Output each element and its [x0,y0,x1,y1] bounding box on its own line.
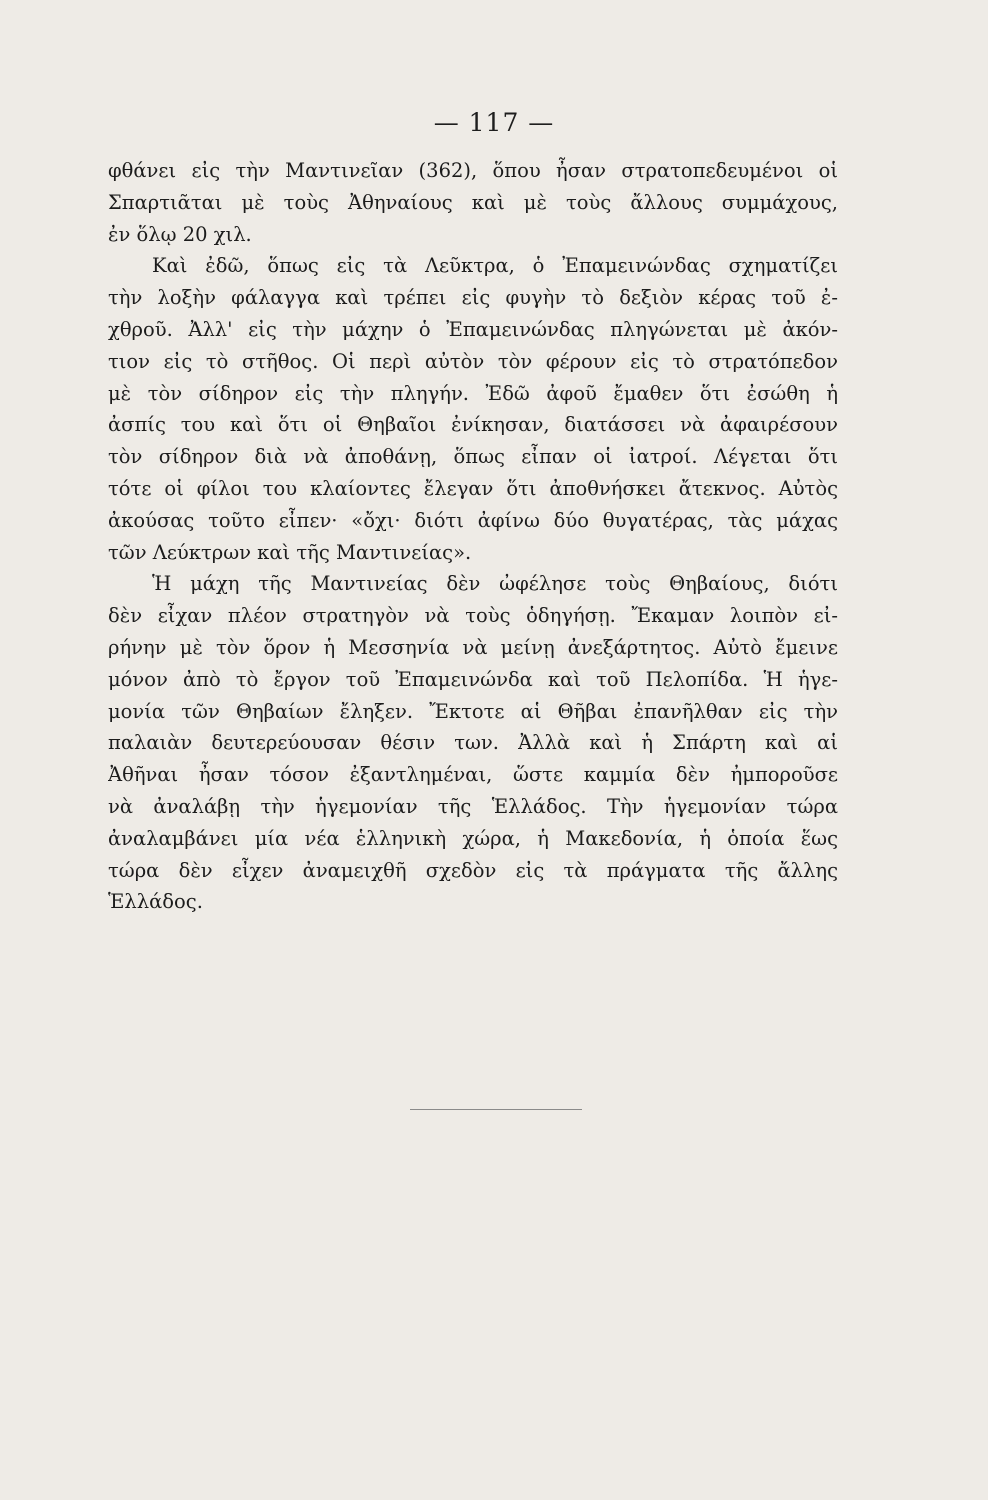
text-line: δὲν εἶχαν πλέον στρατηγὸν νὰ τοὺς ὁδηγήσῃ. Ἔκαμαν λοιπὸν εἰ- [108,604,838,628]
text-line: Καὶ ἐδῶ, ὅπως εἰς τὰ Λεῦκτρα, ὁ Ἐπαμεινώνδας σχηματίζει [152,254,838,278]
section-divider [410,1109,582,1110]
text-line: μονία τῶν Θηβαίων ἔληξεν. Ἔκτοτε αἱ Θῆβαι ἐπανῆλθαν εἰς τὴν [108,699,838,723]
page-number: — 117 — [433,108,555,137]
text-line: Ἑλλάδος. [108,890,203,914]
text-line: τότε οἱ φίλοι του κλαίοντες ἔλεγαν ὅτι ἀποθνήσκει ἄτεκνος. Αὐτὸς [108,476,838,500]
text-line: Ἀθῆναι ἦσαν τόσον ἐξαντλημέναι, ὥστε καμμία δὲν ἠμποροῦσε [108,763,838,787]
text-line: τὴν λοξὴν φάλαγγα καὶ τρέπει εἰς φυγὴν τὸ δεξιὸν κέρας τοῦ ἐ- [108,286,838,310]
text-line: ἀναλαμβάνει μία νέα ἑλληνικὴ χώρα, ἡ Μακεδονία, ἡ ὁποία ἕως [108,826,838,850]
body-text [108,155,838,918]
text-line: τιον εἰς τὸ στῆθος. Οἱ περὶ αὐτὸν τὸν φέρουν εἰς τὸ στρατόπεδον [108,349,838,373]
text-line: μὲ τὸν σίδηρον εἰς τὴν πληγήν. Ἐδῶ ἀφοῦ ἔμαθεν ὅτι ἐσώθη ἡ [108,381,838,405]
text-line: ρήνην μὲ τὸν ὅρον ἡ Μεσσηνία νὰ μείνῃ ἀνεξάρτητος. Αὐτὸ ἔμεινε [108,635,838,659]
text-line: μόνον ἀπὸ τὸ ἔργον τοῦ Ἐπαμεινώνδα καὶ τοῦ Πελοπίδα. Ἡ ἡγε- [108,667,838,691]
text-line: ἀσπίς του καὶ ὅτι οἱ Θηβαῖοι ἐνίκησαν, διατάσσει νὰ ἀφαιρέσουν [108,413,838,437]
text-line: ἀκούσας τοῦτο εἶπεν· «ὄχι· διότι ἀφίνω δύο θυγατέρας, τὰς μάχας [108,508,838,532]
text-line: χθροῦ. Ἀλλ' εἰς τὴν μάχην ὁ Ἐπαμεινώνδας πληγώνεται μὲ ἀκόν- [108,317,838,341]
text-line: παλαιὰν δευτερεύουσαν θέσιν των. Ἀλλὰ καὶ ἡ Σπάρτη καὶ αἱ [108,731,838,755]
text-line: τώρα δὲν εἶχεν ἀναμειχθῆ σχεδὸν εἰς τὰ πράγματα τῆς ἄλλης [108,858,838,882]
text-line: νὰ ἀναλάβῃ τὴν ἡγεμονίαν τῆς Ἑλλάδος. Τὴν ἡγεμονίαν τώρα [108,794,838,818]
text-line: τῶν Λεύκτρων καὶ τῆς Μαντινείας». [108,540,472,564]
text-line: Σπαρτιᾶται μὲ τοὺς Ἀθηναίους καὶ μὲ τοὺς ἄλλους συμμάχους, [108,190,838,214]
text-line: τὸν σίδηρον διὰ νὰ ἀποθάνῃ, ὅπως εἶπαν οἱ ἰατροί. Λέγεται ὅτι [108,445,838,469]
text-line: ἐν ὅλῳ 20 χιλ. [108,222,252,246]
text-line: φθάνει εἰς τὴν Μαντινεῖαν (362), ὅπου ἦσαν στρατοπεδευμένοι οἱ [108,159,838,182]
text-line: Ἡ μάχη τῆς Μαντινείας δὲν ὠφέλησε τοὺς Θηβαίους, διότι [152,572,838,596]
